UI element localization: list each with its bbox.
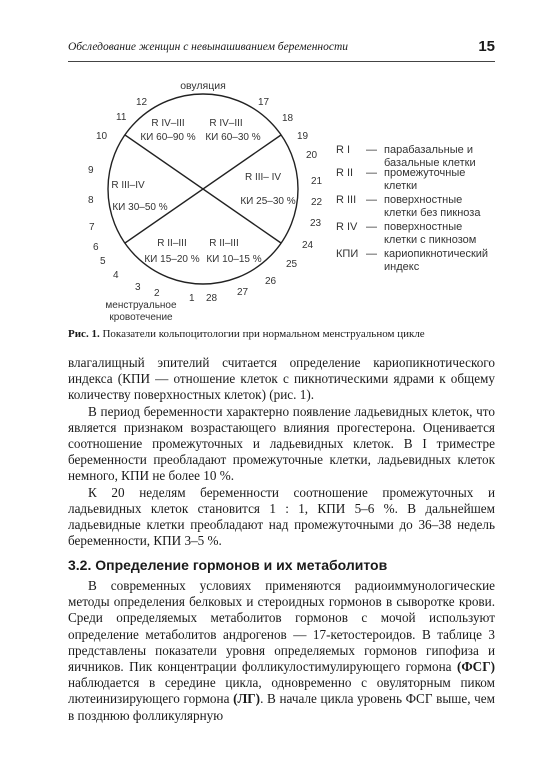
legend-dash: — (366, 248, 377, 260)
day-number: 2 (154, 288, 160, 299)
day-number: 19 (297, 131, 309, 142)
page-number: 15 (478, 38, 495, 55)
legend-dash: — (366, 167, 377, 179)
legend-code: КПИ (336, 248, 359, 260)
paragraph: влагалищный эпителий считается определение кариопикнотического индекса (КПИ — отношение клеток с пикнотическими ядрами к общему количеству поверхностных клеток) (рис. 1). (68, 355, 495, 403)
sector-bottom-right-ki: КИ 10–15 % (206, 254, 262, 265)
day-number: 5 (100, 256, 106, 267)
running-header-title: Обследование женщин с невынашиванием беременности (68, 41, 349, 53)
ovulation-label: овуляция (180, 80, 226, 92)
sector-top-left-r: R IV–III (151, 118, 185, 129)
legend-dash: — (366, 194, 377, 206)
sector-right-r: R III– IV (244, 172, 282, 183)
day-number: 6 (93, 242, 99, 253)
day-number: 24 (302, 240, 314, 251)
sector-right-ki: КИ 25–30 % (240, 196, 296, 207)
figure-caption (68, 328, 425, 340)
sector-bottom-left-ki: КИ 15–20 % (144, 254, 200, 265)
day-number: 22 (311, 197, 323, 208)
legend-description: поверхностные клетки с пикнозом (384, 221, 477, 246)
day-number: 7 (89, 222, 95, 233)
day-number: 26 (265, 276, 277, 287)
sector-top-right-ki: КИ 60–30 % (205, 132, 261, 143)
day-number: 27 (237, 287, 249, 298)
paragraph: К 20 неделям беременности соотношение промежуточных и ладьевидных клеток становится 1 : 1, КПИ 5–6 %. В дальнейшем ладьевидные клетки преобладают над промежуточными до 36–38 недель беременности, КПИ 3–5 %. (68, 484, 495, 549)
legend-description: парабазальные и базальные клетки (384, 144, 476, 169)
legend-description: кариопикнотический индекс (384, 248, 489, 273)
day-number: 1 (189, 293, 195, 304)
legend-code: R IV (336, 221, 358, 233)
day-number: 23 (310, 218, 322, 229)
legend-code: R II (336, 167, 354, 179)
day-number: 9 (88, 165, 94, 176)
legend-dash: — (366, 144, 377, 156)
sector-left-ki: КИ 30–50 % (112, 202, 168, 213)
fsh-abbrev: (ФСГ) (456, 659, 495, 675)
day-number: 18 (282, 113, 294, 124)
day-number: 4 (113, 270, 119, 281)
menstruation-label-line1: менструальное (105, 300, 177, 311)
sector-left-r: R III–IV (111, 180, 145, 191)
legend-code: R III (336, 194, 357, 206)
body-text-block-1 (68, 355, 495, 549)
day-number: 28 (206, 293, 218, 304)
day-number: 20 (306, 150, 318, 161)
day-number: 11 (116, 112, 127, 123)
paragraph: В современных условиях применяются радиоиммунологические методы определения белковых и стероидных гормонов в сыворотке крови. Среди определяемых метаболитов гормонов с мочой используют определение метаболитов андрогенов — 17-кетостероидов. В таблице 3 представлены показатели уровня определяемых гормонов гипофиза и яичников. Пик концентрации фолликулостимулирующего гормона (ФСГ) наблюдается в середине цикла, одновременно с овуляторным пиком лютеинизирующего гормона (ЛГ). В начале цикла уровень ФСГ выше, чем в позднюю фолликулярную (68, 578, 495, 723)
caption-text: Показатели кольпоцитологии при нормальном менструальном цикле (99, 328, 425, 340)
day-number: 17 (258, 97, 270, 108)
day-number: 21 (311, 176, 323, 187)
day-number: 3 (135, 282, 141, 293)
day-number: 8 (88, 195, 94, 206)
legend-code: R I (336, 144, 351, 156)
day-number: 25 (286, 259, 298, 270)
day-number: 12 (136, 97, 148, 108)
sector-top-right-r: R IV–III (209, 118, 243, 129)
sector-bottom-right-r: R II–III (209, 238, 239, 249)
lh-abbrev: (ЛГ) (233, 691, 261, 707)
legend-dash: — (366, 221, 377, 233)
caption-label: Рис. 1. (68, 328, 100, 340)
body-text-block-2 (68, 578, 495, 724)
sector-bottom-left-r: R II–III (157, 238, 187, 249)
legend-description: поверхностные клетки без пикноза (384, 194, 481, 219)
legend-description: промежуточные клетки (384, 167, 466, 192)
paragraph: В период беременности характерно появление ладьевидных клеток, что является признаком возрастающего влияния прогестерона. Оценивается соотношение промежуточных и ладьевидных клеток. В I триместре беременности преобладают промежуточные клетки, ладьевидных клеток немного, КПИ не более 10 %. (68, 403, 495, 484)
menstruation-label-line2: кровотечение (109, 312, 173, 323)
day-number: 10 (96, 131, 108, 142)
sector-top-left-ki: КИ 60–90 % (140, 132, 196, 143)
section-heading: 3.2. Определение гормонов и их метаболитов (68, 557, 388, 573)
